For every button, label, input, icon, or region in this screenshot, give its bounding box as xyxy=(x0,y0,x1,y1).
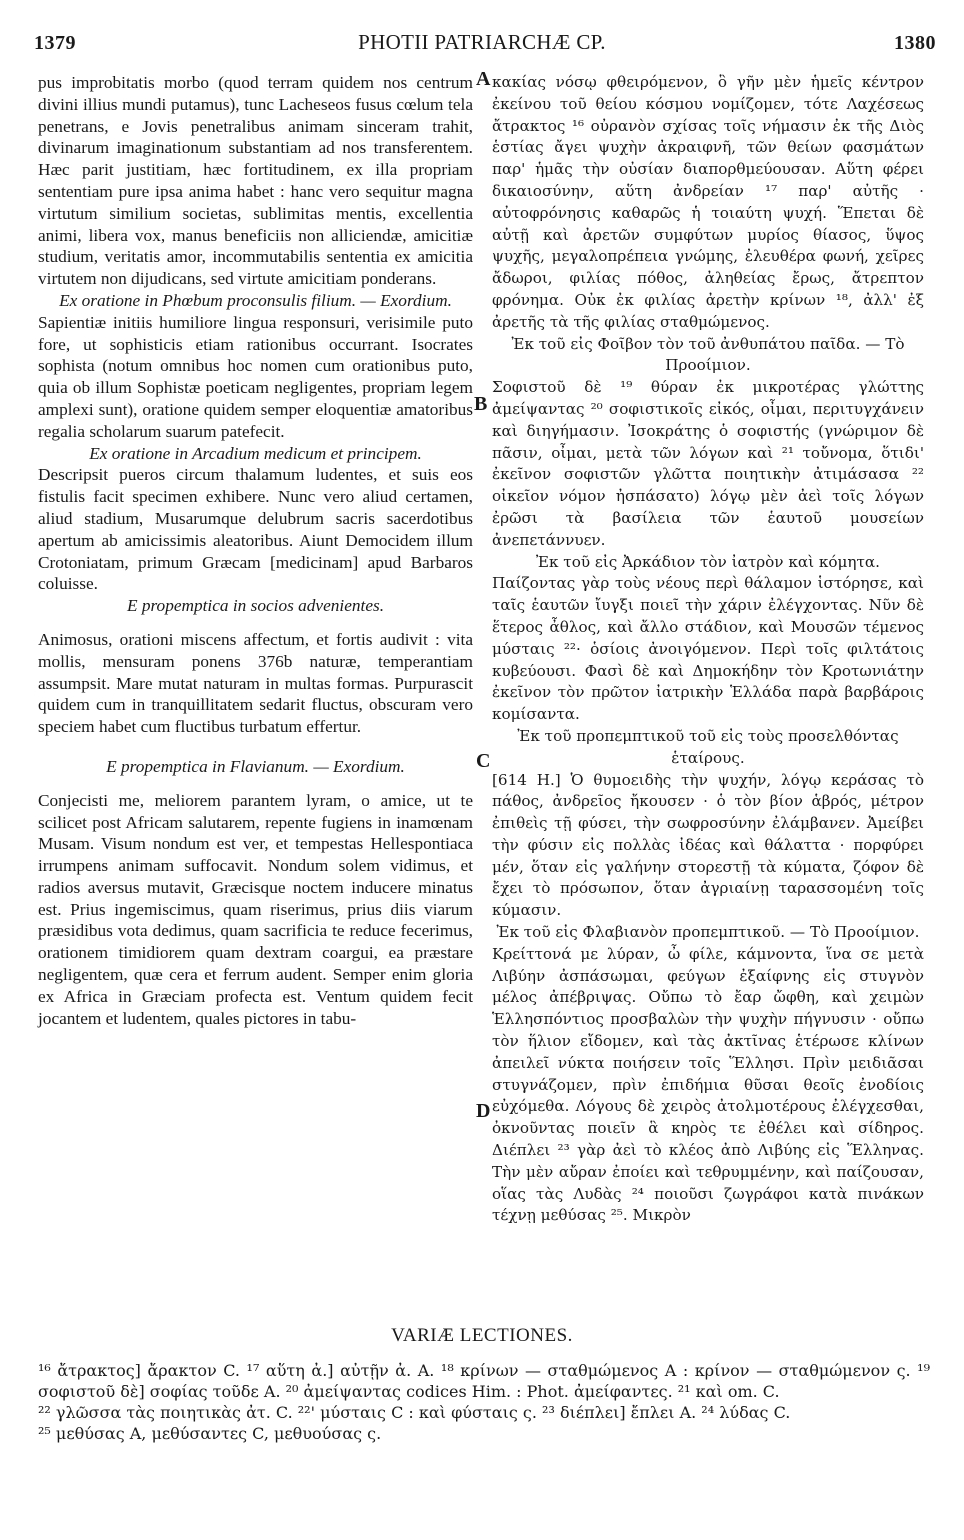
latin-section-heading: Ex oratione in Arcadium medicum et principem. xyxy=(89,443,422,463)
right-page-number: 1380 xyxy=(894,32,936,54)
latin-paragraph: Descripsit pueros circum thalamum ludentes, et suis eos fistulis facit specimen exhibere. Nunc vero aliud certamen, aliud stadium, Musarumque delubrum sacris sacerdotibus apertum ab amicissimis aleatoribus. Aiunt Democidem illum Crotoniatam, primum Græcam [medicinam] apud Barbaros coluisse. xyxy=(38,465,473,594)
left-page-number: 1379 xyxy=(34,32,76,54)
greek-paragraph: Κρείττονά με λύραν, ὦ φίλε, κάμνοντα, ἵνα σε μετὰ Λιβύην ἀσπάσωμαι, φεύγων ἐξαίφνης εἰς στυγνὸν μέλος ἀπέβριψας. Οὔπω τὸ ἔαρ ὤφθη, καὶ χειμὼν Ἑλλησπόντιος προσβαλὼν τὴν ψυχὴν πήγνυσιν · οὔπω τὸν ἥλιον εἴδομεν, καὶ τὰς ἀκτῖνας ἑτέρωσε κλίνων ἀπειλεῖ νύκτα ποιήσειν τοῖς Ἕλλησι. Πρὶν μειδιᾶσαι στυγνάζομεν, πρὶν ἐπιδήμια θῦσαι θεοῖς ἐνοδίοις εὐχόμεθα. Λόγους δὲ χειρὸς ἀτολμοτέρους ἐλέγχεσθαι, ὀκνοῦντας ποιεῖν ἃ κηρὸς τε ἐθέλει καὶ σίδηρος. Διέπλει ²³ γὰρ ἀεὶ τὸ κλέος ἀπὸ Λιβύης εἰς Ἕλληνας. Τὴν μὲν αὔραν ἐποίει καὶ τεθρυμμένην, καὶ παίζουσαν, οἵας τὰς Λυδὰς ²⁴ ποιοῦσι ζωγράφοι κατὰ πινάκων τέχνῃ μεθύσας ²⁵. Μικρὸν xyxy=(492,944,924,1225)
greek-section-heading: Ἐκ τοῦ εἰς Φλαβιανὸν προπεμπτικοῦ. — Τὸ Προοίμιον. xyxy=(496,923,920,942)
latin-paragraph: pus improbitatis morbo (quod terram quidem nos centrum divini illius mundi putamus), tunc Lacheseos fusus cœlum tela penetrans, e Jovis penetralibus animam sinceram trahit, divinarum imaginationum substantiam ad nos transferentem. Hæc parit justitiam, hæc fortitudinem, ex illa propriam sententiam pure ipsa anima habet : hanc vero sequitur magna virtutum similium societas, sublimitas mentis, excellentia animi, libera vox, manus beneficiis non alliciendæ, amicitiæ studium, veritatis amor, incommutabilis sententia ex amicitia virtutem non dijudicans, sed virtute amicitiam ponderans. xyxy=(38,73,473,289)
greek-paragraph: [614 H.] Ὁ θυμοειδὴς τὴν ψυχήν, λόγῳ κεράσας τὸ πάθος, ἀνδρεῖος ἤκουσεν · ὁ τὸν βίον ἁβρός, μέτρον ἐπιθεὶς τῇ φύσει, τὴν σωφροσύνην ἐλάμβανεν. Ἀμείβει τὴν φύσιν εἰς πολλὰς ἰδέας καὶ θάλαττα · πορφύρει μέν, ὅταν εἰς γαλήνην στορεστῇ τὰ κύματα, ζόφον δὲ ἔχει τὸ πρόσωπον, ὅταν ἀγριαίνῃ ταρασσομένη τοῖς κύμασιν. xyxy=(492,770,924,920)
greek-column xyxy=(492,72,924,1227)
variae-lectiones-title: VARIÆ LECTIONES. xyxy=(391,1325,573,1346)
latin-section-heading: Ex oratione in Phœbum proconsulis filium. — Exordium. xyxy=(59,290,452,310)
greek-section-heading: Ἐκ τοῦ εἰς Ἀρκάδιον τὸν ἰατρὸν καὶ κόμητα. xyxy=(536,552,880,571)
greek-paragraph: Παίζοντας γὰρ τοὺς νέους περὶ θάλαμον ἱστόρησε, καὶ ταῖς ἑαυτῶν ἴυγξι ποιεῖ τὴν χάριν ἐλέγχοντας. Νῦν δὲ ἕτερος ἆθλος, καὶ ἄλλο στάδιον, καὶ Μουσῶν τέμενος μύσταις ²²· ὁσίοις ἀνοιγόμενον. Περὶ τοῖς φιλτάτοις κυβεύουσι. Φασὶ δὲ καὶ Δημοκήδην τὸν Κροτωνιάτην ἐκεῖνον τὸν πρῶτον ἰατρικὴν Ἑλλάδα παρὰ βαρβάροις κομίσαντα. xyxy=(492,574,924,724)
variant-note-line: ²² γλῶσσα τὰς ποιητικὰς ἀτ. C. ²²' μύσταις C : καὶ φύσταις ς. ²³ διέπλει] ἔπλει A. ²⁴ λύδας C. xyxy=(38,1403,791,1422)
section-marker-d: D xyxy=(476,1100,491,1122)
running-title: PHOTII PATRIARCHÆ CP. xyxy=(358,30,606,54)
greek-paragraph: κακίας νόσῳ φθειρόμενον, ὃ γῆν μὲν ἡμεῖς κέντρον ἐκείνου τοῦ θείου κόσμου νομίζομεν, τότε Λαχέσεως ἄτρακτος ¹⁶ οὐρανὸν σχίσας τοῖς νήμασιν ἐκ τῆς Διὸς ἑστίας ἄγει ψυχὴν ἀκραιφνῆ, τῶν θείων φασμάτων παρ' ἡμᾶς τὴν οὐσίαν διαπορθμεύουσαν. Αὕτη φέρει δικαιοσύνην, αὕτη ἀνδρείαν ¹⁷ παρ' αὐτῆς · αὐτοφρόνησις καθαρῶς ἡ τοιαύτη ψυχή. Ἕπεται δὲ αὐτῇ καὶ ἀρετῶν συμφύτων μυρίος θίασος, ὕψος ψυχῆς, μεγαλοπρέπεια γνώμης, ἐλευθέρα φωνή, χεῖρες ἄδωροι, φιλίας πόθος, ἀληθείας ἔρως, ἄτρεπτον φρόνημα. Οὐκ ἐκ φιλίας ἀρετὴν κρίνων ¹⁸, ἀλλ' ἐξ ἀρετῆς τὰ τῆς φιλίας σταθμώμενος. xyxy=(492,73,924,331)
variae-lectiones-notes xyxy=(38,1360,930,1444)
latin-paragraph: Conjecisti me, meliorem parantem lyram, o amice, ut te scilicet post Africam salutarem, repente fugiens in inamœnam Musam. Visum nondum est ver, et tempestas Hellespontiaca irrumpens animam suffocavit. Nondum solem vidimus, et radios aversus mutavit, Græcisque noctem inducere minatus est. Prius ingemiscimus, quam riserimus, prius diis viarum præsidibus vota dedimus, quam sacrificia te reduce fecerimus, orationem timidiorem quam dextram coargui, ea præstare negligentem, quæ cera et ferrum audent. Semper enim gloria ex Africa in Græciam profecta est. Ventum quidem fecit jocantem et ludentem, quales pictores in tabu- xyxy=(38,790,473,1028)
section-marker-b: B xyxy=(474,393,488,415)
variant-note-line: ¹⁶ ἄτρακτος] ἄρακτον C. ¹⁷ αὕτη ἀ.] αὐτῇν ἀ. A. ¹⁸ κρίνων — σταθμώμενος A : κρίνον — σταθμώμενον ς. ¹⁹ σοφιστοῦ δὲ] σοφίας τοῦδε A. ²⁰ ἀμείψαντας codices Him. : Phot. ἀμείφαντες. ²¹ καὶ om. C. xyxy=(38,1361,930,1401)
greek-section-heading: Ἐκ τοῦ προπεμπτικοῦ τοῦ εἰς τοὺς προσελθόντας ἑταίρους. xyxy=(517,726,899,767)
latin-section-heading: E propemptica in Flavianum. — Exordium. xyxy=(106,756,405,776)
section-marker-a: A xyxy=(476,68,491,90)
greek-paragraph: Σοφιστοῦ δὲ ¹⁹ θύραν ἐκ μικροτέρας γλώττης ἀμείψαντας ²⁰ σοφιστικοῖς εἰκός, οἶμαι, περιτυγχάνειν καὶ διηγήμασιν. Ἰσοκράτης ὁ σοφιστής (γνώριμον δὲ πᾶσιν, οἶμαι, μετὰ τῶν λόγων καὶ ²¹ τοὔνομα, ὅτιδι' ἐκεῖνον σοφιστῶν γλῶττα ποιητικὴν ἀτιμάσασα ²² οἰκεῖον νόμον ἠσπάσατο) λόγῳ μὲν ἀεὶ τοῖς λόγων ἐρῶσι τὰ βασίλεια τῶν ἑαυτοῦ μουσείων ἀνεπετάννυεν. xyxy=(492,378,924,549)
latin-column xyxy=(38,72,473,1029)
latin-paragraph: Sapientiæ initiis humiliore lingua responsuri, verisimile puto fore, ut sophisticis etiam rationibus occurrant. Isocrates sophista (notum omnibus hoc nomen cum orationibus puto, quia ob illum Sophistæ poeticam negligentes, propriam legem amplexi sunt), oratione quidem semper eloquentiæ amatoribus regalia scholarum suarum patefecit. xyxy=(38,312,473,441)
latin-paragraph: Animosus, orationi miscens affectum, et fortis audivit : vita mollis, mensuram ponens 376b naturæ, temperantiam assumpsit. Mare mutat naturam in multas formas. Purpurascit quidem cum in tranquillitatem sedarit fluctus, obscuram vero speciem habet cum fluctibus turbatum effertur. xyxy=(38,629,473,737)
latin-section-heading: E propemptica in socios advenientes. xyxy=(126,596,385,616)
variant-note-line: ²⁵ μεθύσας A, μεθύσαντες C, μεθυούσας ς. xyxy=(38,1424,382,1443)
greek-section-heading: Ἐκ τοῦ εἰς Φοῖβον τὸν τοῦ ἀνθυπάτου παῖδα. — Τὸ Προοίμιον. xyxy=(511,334,905,375)
section-marker-c: C xyxy=(476,750,491,772)
